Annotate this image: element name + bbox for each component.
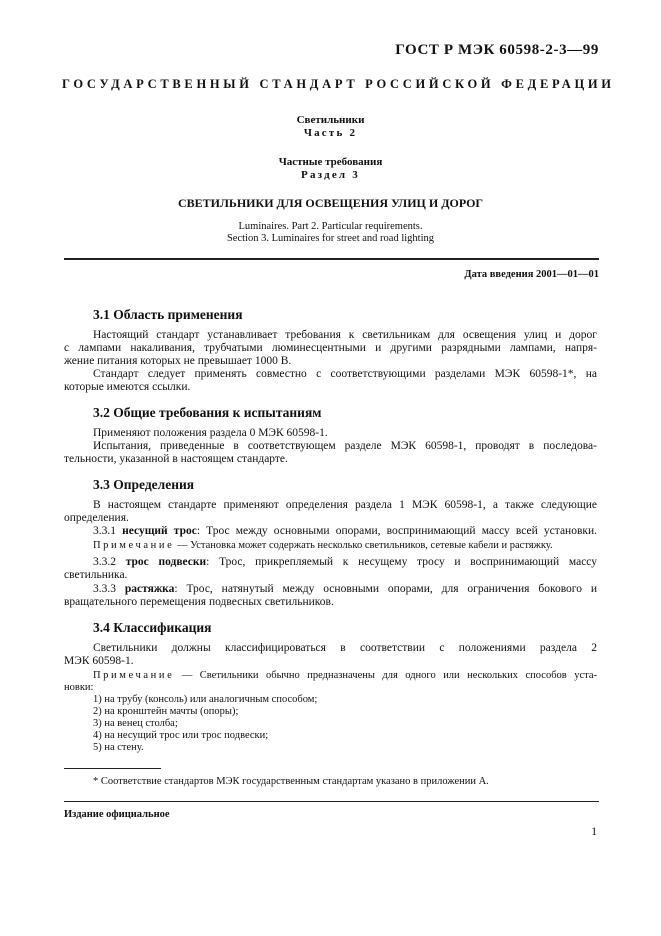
page-number: 1 [591, 826, 597, 838]
list-item: 4) на несущий трос или трос подвески; [93, 730, 269, 741]
definition-term: несущий трос [122, 525, 197, 537]
definition-text: : Трос, натянутый между основными опорами, для ограничения бокового и [174, 583, 597, 595]
s31-p1-line-3: жение питания которых не превышает 1000 В. [64, 355, 292, 367]
definition-term: растяжка [124, 583, 175, 595]
s31-p2-line-1: Стандарт следует применять совместно с соответствующими разделами МЭК 60598-1*, на [93, 368, 597, 380]
definition-number: 3.3.2 [93, 556, 116, 568]
s32-p1: Применяют положения раздела 0 МЭК 60598-1. [93, 427, 328, 439]
note-label: Примечание [93, 670, 175, 681]
standard-code: ГОСТ Р МЭК 60598-2-3—99 [395, 42, 599, 58]
definition-3-3-2-line-2: светильника. [64, 569, 128, 581]
english-title-line-1: Luminaires. Part 2. Particular requirements. [238, 221, 423, 232]
list-item: 3) на венец столба; [93, 718, 178, 729]
section-3-3-heading: 3.3 Определения [93, 477, 195, 492]
s34-note-line-2: новки: [64, 682, 94, 693]
note-label: Примечание [93, 540, 175, 551]
footer-rule [64, 801, 599, 802]
top-rule [64, 258, 599, 260]
main-title: СВЕТИЛЬНИКИ ДЛЯ ОСВЕЩЕНИЯ УЛИЦ И ДОРОГ [177, 196, 484, 210]
note-text: — Светильники обычно предназначены для одного или нескольких способов уста- [174, 670, 597, 681]
s32-p2-line-1: Испытания, приведенные в соответствующем разделе МЭК 60598-1, проводят в последова- [93, 440, 597, 452]
s31-p1-line-1: Настоящий стандарт устанавливает требования к светильникам для освещения улиц и дорог [93, 329, 597, 341]
title-part: Часть 2 [303, 127, 358, 139]
title-particular: Частные требования [278, 156, 383, 168]
s31-p1-line-2: с лампами накаливания, трубчатыми люминесцентными и другими разрядными лампами, напря- [64, 342, 597, 354]
state-standard-banner: ГОСУДАРСТВЕННЫЙ СТАНДАРТ РОССИЙСКОЙ ФЕДЕРАЦИИ [62, 77, 615, 91]
list-item: 5) на стену. [93, 742, 144, 753]
definition-term: трос подвески [125, 556, 207, 568]
s34-p1-line-1: Светильники должны классифицироваться в соответствии с положениями раздела 2 [93, 642, 597, 654]
footnote: * Соответствие стандартов МЭК государственным стандартам указано в приложении А. [93, 776, 489, 787]
title-luminaires: Светильники [296, 114, 365, 126]
s31-p2-line-2: которые имеются ссылки. [64, 381, 191, 393]
list-item: 1) на трубу (консоль) или аналогичным способом; [93, 694, 318, 705]
definition-text: : Трос, прикрепляемый к несущему тросу и воспринимающий массу [206, 556, 598, 568]
s33-p1-line-1: В настоящем стандарте применяют определения раздела 1 МЭК 60598-1, а также следующие [93, 499, 597, 511]
s34-p1-line-2: МЭК 60598-1. [64, 655, 134, 667]
s34-note-line-1 [64, 670, 597, 682]
section-3-1-heading: 3.1 Область применения [93, 307, 243, 322]
s32-p2-line-2: тельности, указанной в настоящем стандарте. [64, 453, 288, 465]
footnote-separator [64, 768, 161, 769]
note-text: — Установка может содержать несколько светильников, сетевые кабели и растяжку. [174, 540, 553, 551]
definition-3-3-2 [64, 556, 597, 569]
english-title-line-2: Section 3. Luminaires for street and road lighting [226, 233, 435, 244]
definition-3-3-3 [64, 583, 597, 596]
s33-p1-line-2: определения. [64, 512, 129, 524]
list-item: 2) на кронштейн мачты (опоры); [93, 706, 239, 717]
s33-note [64, 540, 597, 552]
section-3-4-heading: 3.4 Классификация [93, 620, 212, 635]
definition-3-3-3-line-2: вращательного перемещения подвесных светильников. [64, 596, 334, 608]
definition-text: : Трос между основными опорами, воспринимающий массу всей установки. [196, 525, 597, 537]
definition-number: 3.3.1 [93, 525, 116, 537]
effective-date: Дата введения 2001—01—01 [464, 269, 599, 280]
section-3-2-heading: 3.2 Общие требования к испытаниям [93, 405, 322, 420]
official-edition-label: Издание официальное [64, 809, 170, 820]
definition-number: 3.3.3 [93, 583, 116, 595]
definition-3-3-1 [64, 525, 597, 538]
title-section: Раздел 3 [301, 169, 360, 181]
